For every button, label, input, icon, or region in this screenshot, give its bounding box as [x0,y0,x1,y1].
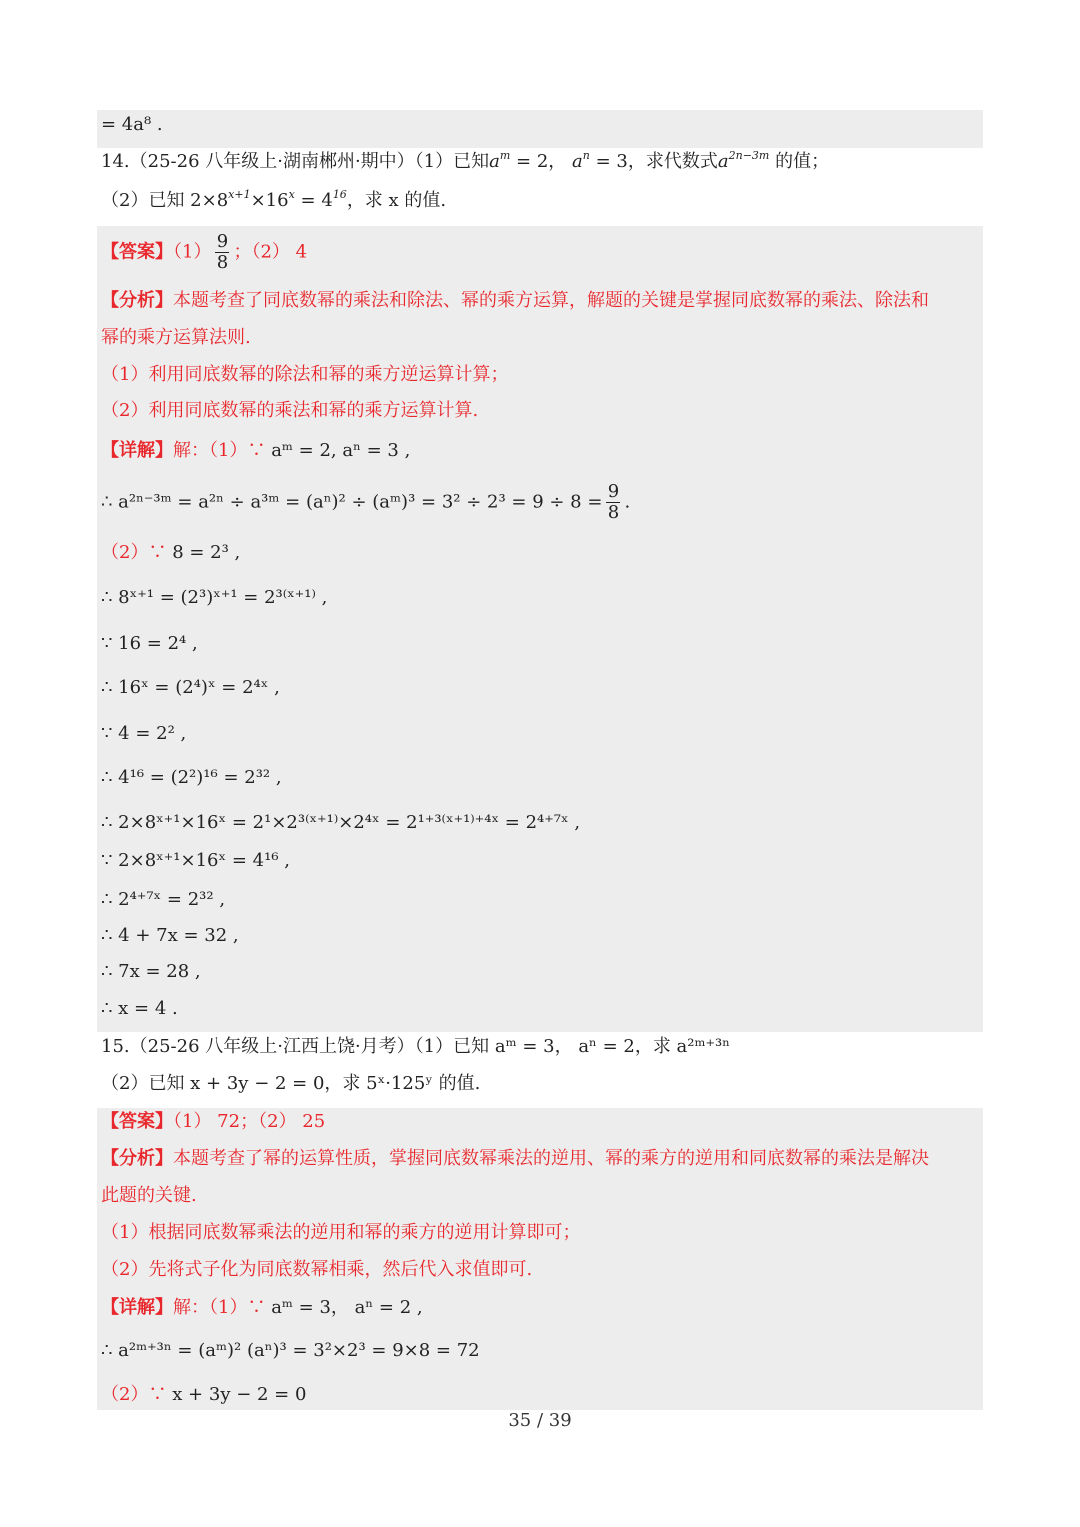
page-number: 35 / 39 [508,1410,572,1431]
q14-step-h: ∵ 2×8ˣ⁺¹×16ˣ = 4¹⁶ , [101,850,290,871]
q14-answer: 【答案】（1） $\frac{9}{8}$ ；（2） 4 [101,231,308,273]
q14-step-a: （2）∵ 8 = 2³ , [101,542,241,563]
q15-detail-calc: ∴ a²ᵐ⁺³ⁿ = (aᵐ)² (aⁿ)³ = 3²×2³ = 9×8 = 72 [101,1340,480,1361]
q14-step-i: ∴ 2⁴⁺⁷ˣ = 2³² , [101,889,226,910]
q14-step-e: ∵ 4 = 2² , [101,723,187,744]
q15-line1: 15.（25-26 八年级上·江西上饶·月考）（1）已知 aᵐ = 3， aⁿ = 2，求 a²ᵐ⁺³ⁿ [101,1036,731,1057]
q14-step-l: ∴ x = 4 . [101,998,178,1019]
q14-analysis-step1: （1）利用同底数幂的除法和幂的乘方逆运算计算； [101,364,509,385]
q15-analysis-step2: （2）先将式子化为同底数幂相乘，然后代入求值即可. [101,1259,533,1280]
q14-step-d: ∴ 16ˣ = (2⁴)ˣ = 2⁴ˣ , [101,677,280,698]
q15-detail-intro: 【详解】解：（1）∵ aᵐ = 3， aⁿ = 2 , [101,1297,423,1318]
q14-step-j: ∴ 4 + 7x = 32 , [101,925,239,946]
q14-step-f: ∴ 4¹⁶ = (2²)¹⁶ = 2³² , [101,767,282,788]
q15-analysis-line2: 此题的关键. [101,1185,197,1206]
q15-analysis-line1: 【分析】本题考查了幂的运算性质，掌握同底数幂乘法的逆用、幂的乘方的逆用和同底数幂的乘法是解决 [101,1148,929,1169]
calc-fraction: $\frac{9}{8}$ [607,481,620,523]
q14-line2: （2）已知 $2\times 8^{x+1}\times 16^x = 4^{16}$，求 x 的值. [101,188,447,211]
q14-step-g: ∴ 2×8ˣ⁺¹×16ˣ = 2¹×2³⁽ˣ⁺¹⁾×2⁴ˣ = 2¹⁺³⁽ˣ⁺¹⁾⁺⁴ˣ = 2⁴⁺⁷ˣ , [101,812,581,833]
q14-step-k: ∴ 7x = 28 , [101,961,201,982]
q14-line1: 14.（25-26 八年级上·湖南郴州·期中）（1）已知$a^m = 2$， $a^n = 3$，求代数式$a^{2n-3m}$ 的值； [101,149,830,172]
answer-fraction: $\frac{9}{8}$ [216,231,229,273]
prev-result-line: = 4a⁸ . [101,114,163,135]
q14-analysis-line2: 幂的乘方运算法则. [101,327,251,348]
q14-analysis-step2: （2）利用同底数幂的乘法和幂的乘方运算计算. [101,400,479,421]
q14-step-c: ∵ 16 = 2⁴ , [101,633,198,654]
q14-detail-intro: 【详解】解：（1）∵ aᵐ = 2, aⁿ = 3 , [101,440,411,461]
q14-step-b: ∴ 8ˣ⁺¹ = (2³)ˣ⁺¹ = 2³⁽ˣ⁺¹⁾ , [101,587,328,608]
q15-analysis-step1: （1）根据同底数幂乘法的逆用和幂的乘方的逆用计算即可； [101,1222,581,1243]
q14-detail-calc: ∴ a²ⁿ⁻³ᵐ = a²ⁿ ÷ a³ᵐ = (aⁿ)² ÷ (aᵐ)³ = 3² ÷ 2³ = 9 ÷ 8 = $\frac{9}{8}$ . [101,481,631,523]
q15-detail-p2: （2）∵ x + 3y − 2 = 0 [101,1384,307,1405]
q15-answer: 【答案】（1） 72；（2） 25 [101,1111,326,1132]
q15-line2: （2）已知 x + 3y − 2 = 0，求 5ˣ·125ʸ 的值. [101,1073,481,1094]
q14-analysis-line1: 【分析】本题考查了同底数幂的乘法和除法、幂的乘方运算，解题的关键是掌握同底数幂的乘法、除法和 [101,290,929,311]
